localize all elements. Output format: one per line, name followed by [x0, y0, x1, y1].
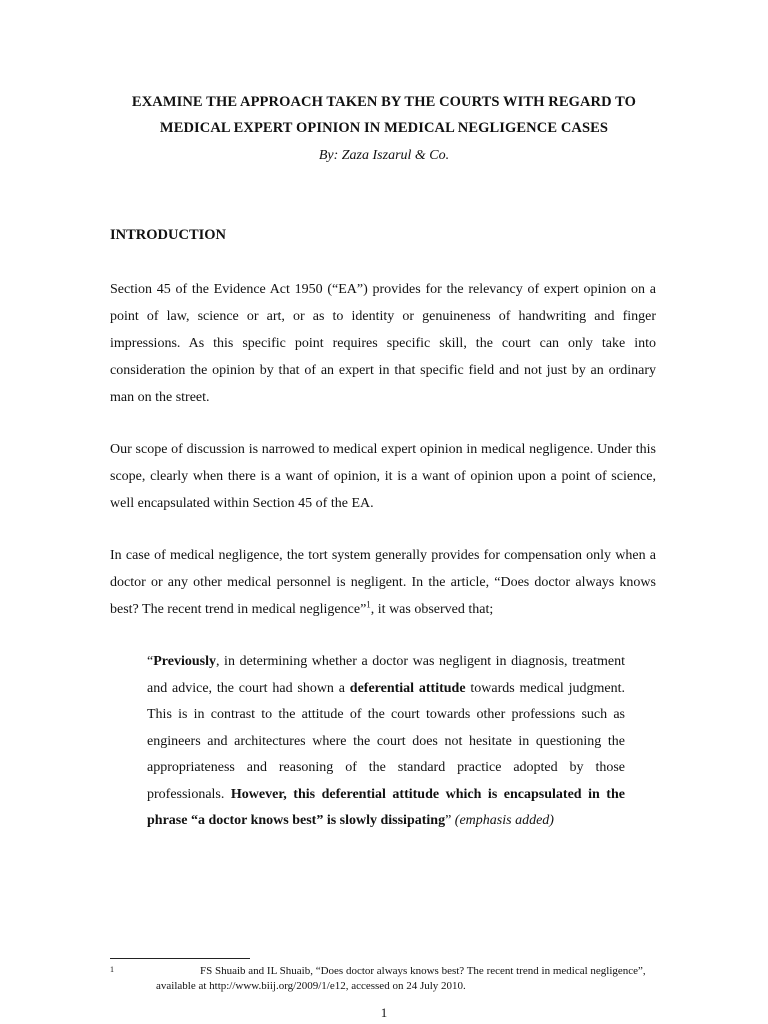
emphasis-note: (emphasis added)	[454, 813, 554, 828]
paragraph-3-tail: , it was observed that;	[370, 602, 494, 617]
quote-open-mark: “	[147, 654, 154, 669]
title-line-2: MEDICAL EXPERT OPINION IN MEDICAL NEGLIGENCE CASES	[159, 120, 609, 136]
quote-text-1: , in determining whether a doctor was negligent in diagnosis, treatment and advice, the court had shown a	[147, 654, 625, 696]
footnote-text: FS Shuaib and IL Shuaib, “Does doctor always knows best? The recent trend in medical negligence”, available at http://www.biij.org/2009/1/e12, accessed on 24 July 2010.	[156, 965, 646, 992]
footnote-divider	[110, 958, 250, 959]
page-number: 1	[380, 1005, 388, 1020]
paragraph-3-text: In case of medical negligence, the tort system generally provides for compensation only when a doctor or any other medical personnel is negligent. In the article, “Does doctor always knows best? The recent trend in medical negligence”	[110, 548, 656, 617]
footnote-number: 1	[110, 965, 114, 974]
quote-bold-previously: Previously	[153, 654, 216, 669]
title-line-1: EXAMINE THE APPROACH TAKEN BY THE COURTS WITH REGARD TO	[131, 94, 637, 110]
footnote-reference[interactable]: 1	[366, 599, 371, 610]
quote-bold-however: However, this deferential attitude which is encapsulated in the phrase “a doctor knows best” is slowly dissipating	[147, 786, 625, 828]
paragraph-1: Section 45 of the Evidence Act 1950 (“EA”) provides for the relevancy of expert opinion on a point of law, science or art, or as to identity or genuineness of handwriting and finger impressions. As this specific point requires specific skill, the court can only take into consideration the opinion by that of an expert in that specific field and not just by an ordinary man on the street.	[110, 282, 656, 405]
block-quote	[147, 649, 625, 835]
section-heading: INTRODUCTION	[110, 227, 227, 243]
quote-bold-deferential: deferential attitude	[349, 680, 466, 696]
byline: By: Zaza Iszarul & Co.	[318, 148, 450, 163]
paragraph-3	[110, 542, 656, 623]
quote-close-mark: ”	[445, 813, 452, 828]
quote-text-2: towards medical judgment. This is in contrast to the attitude of the court towards other professions such as engineers and architectures where the court does not hesitate in questioning the appropriateness and reasoning of the standard practice adopted by those professionals.	[147, 680, 625, 802]
paragraph-2: Our scope of discussion is narrowed to medical expert opinion in medical negligence. Under this scope, clearly when there is a want of opinion, it is a want of opinion upon a point of science, well encapsulated within Section 45 of the EA.	[110, 442, 656, 511]
